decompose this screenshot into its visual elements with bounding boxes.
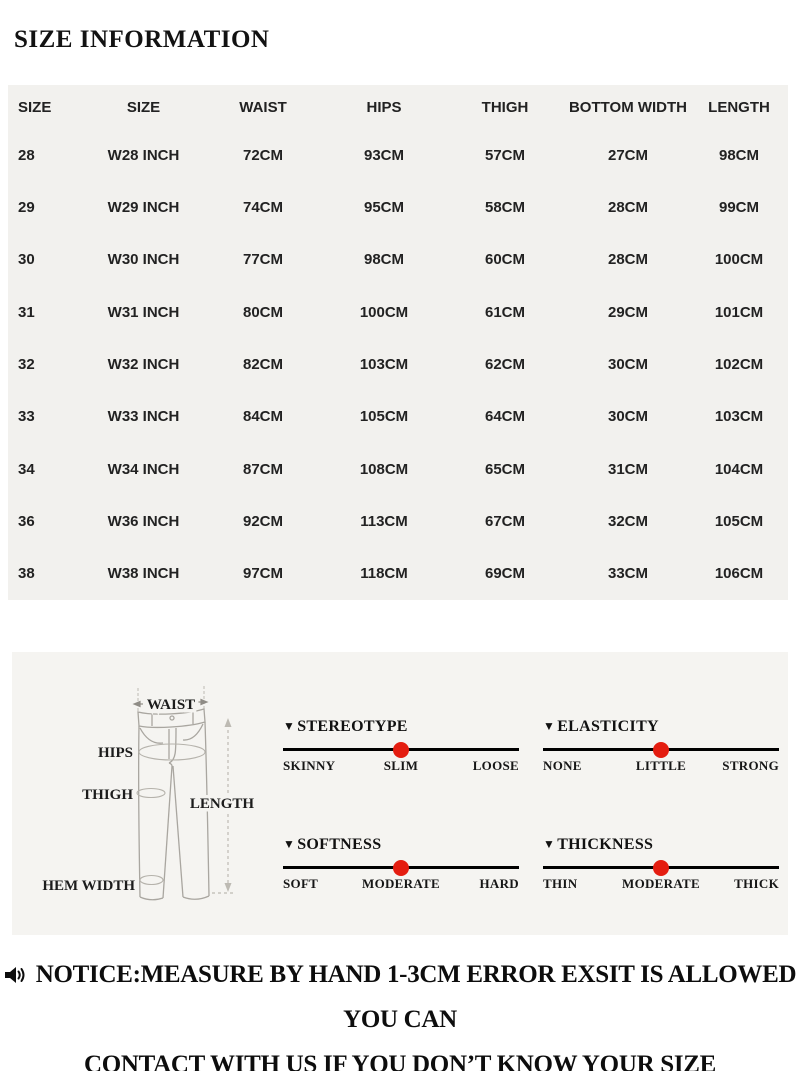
slider-option: LOOSE bbox=[472, 758, 519, 773]
slider-heading: ▼ SOFTNESS bbox=[283, 836, 382, 853]
table-cell: 118CM bbox=[360, 565, 408, 583]
slider-value-dot bbox=[393, 860, 409, 876]
table-cell: 104CM bbox=[714, 460, 764, 478]
table-cell: 101CM bbox=[714, 303, 764, 321]
triangle-down-icon: ▼ bbox=[283, 837, 296, 851]
table-cell: 61CM bbox=[484, 303, 525, 321]
table-cell: 32 bbox=[18, 355, 35, 373]
slider-option: THICK bbox=[734, 876, 779, 891]
measurement-ellipses bbox=[137, 744, 205, 885]
notice-line-1: NOTICE:MEASURE BY HAND 1-3CM ERROR EXSIT IS ALLOWED YOU CAN bbox=[0, 952, 800, 1042]
column-header: BOTTOM WIDTH bbox=[568, 98, 688, 116]
table-cell: 31 bbox=[18, 303, 35, 321]
table-cell: 82CM bbox=[242, 355, 283, 373]
table-cell: 113CM bbox=[360, 512, 408, 530]
triangle-down-icon: ▼ bbox=[543, 719, 556, 733]
table-cell: 80CM bbox=[242, 303, 283, 321]
table-cell: 33 bbox=[18, 408, 35, 426]
diagram-hips-label: HIPS bbox=[97, 745, 133, 761]
table-cell: 92CM bbox=[242, 512, 283, 530]
table-row bbox=[8, 548, 788, 600]
slider-option: SOFT bbox=[283, 876, 319, 891]
table-cell: 72CM bbox=[242, 146, 283, 164]
table-cell: W30 INCH bbox=[107, 251, 180, 269]
slider-option: LITTLE bbox=[635, 758, 687, 773]
table-cell: 31CM bbox=[607, 460, 648, 478]
table-cell: 30CM bbox=[607, 408, 648, 426]
table-row bbox=[8, 181, 788, 233]
table-row bbox=[8, 495, 788, 547]
table-cell: 29 bbox=[18, 198, 35, 216]
table-cell: 36 bbox=[18, 512, 35, 530]
slider-option: THIN bbox=[543, 876, 578, 891]
table-cell: 103CM bbox=[714, 408, 764, 426]
table-cell: 58CM bbox=[484, 198, 525, 216]
table-cell: 62CM bbox=[484, 355, 525, 373]
table-cell: 28 bbox=[18, 146, 35, 164]
table-cell: 105CM bbox=[359, 408, 409, 426]
notice-line-2: CONTACT WITH US IF YOU DON’T KNOW YOUR SIZE bbox=[83, 1051, 717, 1071]
table-cell: 87CM bbox=[242, 460, 283, 478]
table-cell: 103CM bbox=[359, 355, 409, 373]
table-row bbox=[8, 391, 788, 443]
slider-option: SLIM bbox=[383, 758, 419, 773]
slider-track bbox=[543, 866, 779, 869]
table-cell: 69CM bbox=[484, 565, 525, 583]
table-cell: W28 INCH bbox=[107, 146, 180, 164]
pants-measurement-diagram bbox=[12, 652, 282, 935]
table-cell: 65CM bbox=[484, 460, 525, 478]
table-cell: 93CM bbox=[363, 146, 404, 164]
column-header: LENGTH bbox=[708, 98, 770, 116]
slider-option: MODERATE bbox=[362, 876, 440, 891]
table-cell: 108CM bbox=[359, 460, 409, 478]
column-header: SIZE bbox=[18, 98, 52, 116]
slider-track bbox=[543, 748, 779, 751]
table-cell: 28CM bbox=[607, 198, 648, 216]
table-cell: 29CM bbox=[607, 303, 648, 321]
table-cell: 98CM bbox=[363, 251, 404, 269]
size-table bbox=[8, 85, 788, 600]
slider-option: SKINNY bbox=[283, 758, 336, 773]
column-header: HIPS bbox=[366, 98, 402, 116]
slider-option: NONE bbox=[543, 758, 582, 773]
slider-heading: ▼ STEREOTYPE bbox=[283, 718, 408, 735]
table-cell: W31 INCH bbox=[107, 303, 180, 321]
table-cell: 38 bbox=[18, 565, 35, 583]
slider-value-dot bbox=[653, 742, 669, 758]
attribute-slider-elasticity bbox=[543, 718, 779, 774]
table-cell: 67CM bbox=[484, 512, 525, 530]
slider-value-dot bbox=[393, 742, 409, 758]
table-cell: 77CM bbox=[242, 251, 283, 269]
slider-heading: ▼ THICKNESS bbox=[543, 836, 654, 853]
table-cell: W29 INCH bbox=[107, 198, 180, 216]
slider-option: HARD bbox=[479, 876, 519, 891]
table-cell: 74CM bbox=[242, 198, 283, 216]
table-cell: 57CM bbox=[484, 146, 525, 164]
table-cell: 95CM bbox=[363, 198, 404, 216]
diagram-hem-width-label: HEM WIDTH bbox=[42, 878, 135, 894]
table-cell: 30CM bbox=[607, 355, 648, 373]
table-row bbox=[8, 443, 788, 495]
table-cell: W34 INCH bbox=[107, 460, 180, 478]
table-row bbox=[8, 338, 788, 390]
page-title: SIZE INFORMATION bbox=[14, 26, 270, 53]
table-cell: 99CM bbox=[718, 198, 759, 216]
column-header: WAIST bbox=[239, 98, 287, 116]
table-cell: 100CM bbox=[714, 251, 764, 269]
table-cell: 105CM bbox=[714, 512, 764, 530]
diagram-waist-label: WAIST bbox=[146, 697, 196, 713]
product-attributes-panel bbox=[12, 652, 788, 935]
triangle-down-icon: ▼ bbox=[543, 837, 556, 851]
slider-track bbox=[283, 866, 519, 869]
table-header-row bbox=[8, 85, 788, 129]
diagram-thigh-label: THIGH bbox=[82, 787, 133, 803]
table-row bbox=[8, 286, 788, 338]
table-cell: 32CM bbox=[607, 512, 648, 530]
diagram-length-label: LENGTH bbox=[189, 796, 255, 812]
table-cell: W33 INCH bbox=[107, 408, 180, 426]
slider-option: MODERATE bbox=[622, 876, 700, 891]
attribute-slider-thickness bbox=[543, 836, 779, 892]
speaker-icon bbox=[4, 964, 28, 986]
table-cell: W36 INCH bbox=[107, 512, 180, 530]
table-cell: 84CM bbox=[242, 408, 283, 426]
attribute-slider-softness bbox=[283, 836, 519, 892]
slider-option: STRONG bbox=[722, 758, 779, 773]
table-cell: W38 INCH bbox=[107, 565, 180, 583]
triangle-down-icon: ▼ bbox=[283, 719, 296, 733]
slider-track bbox=[283, 748, 519, 751]
table-cell: 34 bbox=[18, 460, 35, 478]
slider-value-dot bbox=[653, 860, 669, 876]
attribute-slider-stereotype bbox=[283, 718, 519, 774]
table-cell: W32 INCH bbox=[107, 355, 180, 373]
table-cell: 102CM bbox=[714, 355, 764, 373]
table-cell: 60CM bbox=[484, 251, 525, 269]
table-cell: 97CM bbox=[242, 565, 283, 583]
table-cell: 33CM bbox=[607, 565, 648, 583]
table-cell: 64CM bbox=[484, 408, 525, 426]
column-header: THIGH bbox=[481, 98, 529, 116]
column-header: SIZE bbox=[126, 98, 161, 116]
table-cell: 100CM bbox=[359, 303, 409, 321]
table-cell: 98CM bbox=[718, 146, 759, 164]
table-cell: 27CM bbox=[607, 146, 648, 164]
notice-text bbox=[0, 952, 800, 1071]
slider-heading: ▼ ELASTICITY bbox=[543, 718, 659, 735]
table-cell: 106CM bbox=[714, 565, 764, 583]
table-row bbox=[8, 129, 788, 181]
table-cell: 28CM bbox=[607, 251, 648, 269]
table-row bbox=[8, 234, 788, 286]
table-cell: 30 bbox=[18, 251, 35, 269]
